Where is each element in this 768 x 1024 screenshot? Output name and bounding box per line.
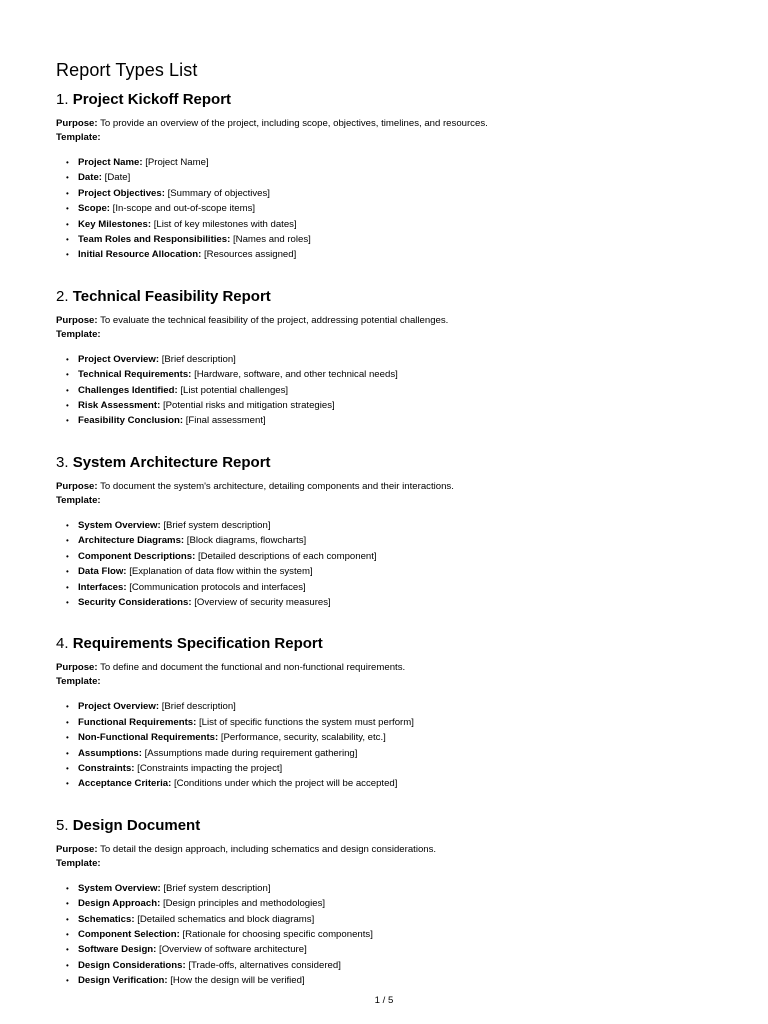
field-label: Component Selection: [78,928,180,940]
bullet-icon: • [66,536,69,546]
bullet-icon: • [66,235,69,245]
bullet-icon: • [66,929,69,939]
section-heading [56,287,716,307]
bullet-icon: • [66,914,69,924]
field-value: [Block diagrams, flowcharts] [186,535,307,547]
field-value: [Detailed schematics and block diagrams] [137,913,315,925]
bullet-icon: • [66,370,69,380]
section-title: Requirements Specification Report [72,635,323,653]
purpose-label: Purpose: [56,314,98,326]
bullet-icon: • [66,597,69,607]
list-item [66,155,716,170]
field-label: Schematics: [78,913,135,925]
field-value: [Rationale for choosing specific components] [182,928,373,940]
bullet-icon: • [66,883,69,893]
list-item [66,881,716,896]
section-title: Design Document [72,816,201,834]
purpose-line [56,480,716,494]
list-item [66,595,716,610]
template-line [56,494,716,508]
field-value: [In-scope and out-of-scope items] [112,203,256,215]
purpose-text: To define and document the functional and non-functional requirements. [100,662,406,674]
purpose-text: To provide an overview of the project, including scope, objectives, timelines, and resources. [100,118,488,129]
list-item [66,518,716,533]
field-value: [Communication protocols and interfaces] [129,581,306,593]
field-label: Data Flow: [78,566,127,578]
field-value: [Constraints impacting the project] [137,762,283,774]
purpose-label: Purpose: [56,118,98,129]
field-value: [List of key milestones with dates] [153,218,297,230]
purpose-label: Purpose: [56,480,98,492]
purpose-label: Purpose: [56,662,98,674]
field-label: Constraints: [78,762,135,774]
bullet-icon: • [66,416,69,426]
list-item [66,217,716,232]
field-label: Interfaces: [78,581,127,593]
purpose-line [56,661,716,675]
field-label: Scope: [78,203,110,215]
report-section [56,287,716,429]
list-item [66,367,716,382]
field-value: [Date] [104,172,131,184]
field-label: Software Design: [78,944,157,956]
bullet-icon: • [66,520,69,530]
section-title: System Architecture Report [72,453,271,471]
sections-container [56,90,716,989]
purpose-text: To evaluate the technical feasibility of the project, addressing potential challenges. [100,314,449,326]
field-label: Component Descriptions: [78,550,196,562]
section-heading [56,90,716,110]
document-title: Report Types List [56,60,198,80]
report-section [56,453,716,610]
list-item [66,533,716,548]
list-item [66,232,716,247]
section-number: 5. [56,816,69,834]
list-item [66,927,716,942]
field-label: Architecture Diagrams: [78,535,185,547]
list-item [66,564,716,579]
list-item [66,383,716,398]
field-value: [Assumptions made during requirement gathering] [144,747,358,759]
bullet-icon: • [66,219,69,229]
purpose-line [56,314,716,328]
field-label: System Overview: [78,519,161,531]
field-label: System Overview: [78,882,161,894]
list-item [66,398,716,413]
report-section [56,816,716,989]
field-value: [Potential risks and mitigation strategies] [162,400,335,412]
field-value: [Hardware, software, and other technical needs] [194,369,398,381]
field-value: [Conditions under which the project will be accepted] [173,778,398,790]
purpose-label: Purpose: [56,843,98,855]
bullet-icon: • [66,354,69,364]
field-label: Challenges Identified: [78,384,178,396]
field-label: Design Approach: [78,898,161,910]
template-label: Template: [56,676,101,688]
bullet-icon: • [66,385,69,395]
bullet-icon: • [66,401,69,411]
purpose-text: To document the system's architecture, detailing components and their interactions. [100,480,454,492]
field-value: [Detailed descriptions of each component] [197,550,377,562]
field-label: Project Name: [78,157,143,168]
field-label: Risk Assessment: [78,400,161,412]
field-label: Design Considerations: [78,959,186,971]
list-item [66,699,716,714]
field-label: Project Overview: [78,701,160,713]
field-value: [Trade-offs, alternatives considered] [188,959,341,971]
template-line [56,857,716,871]
field-value: [Resources assigned] [204,249,297,261]
field-value: [Design principles and methodologies] [162,898,326,910]
list-item [66,247,716,262]
bullet-icon: • [66,173,69,183]
document-page [56,58,716,989]
purpose-text: To detail the design approach, including schematics and design considerations. [100,843,437,855]
bullet-icon: • [66,779,69,789]
list-item [66,715,716,730]
bullet-icon: • [66,733,69,743]
list-item [66,549,716,564]
list-item [66,352,716,367]
list-item [66,896,716,911]
page-number: 1 / 5 [374,995,394,1006]
field-label: Technical Requirements: [78,369,192,381]
field-label: Team Roles and Responsibilities: [78,234,231,246]
list-item [66,170,716,185]
report-section [56,90,716,263]
list-item [66,942,716,957]
bullet-icon: • [66,748,69,758]
field-value: [Brief description] [161,353,236,365]
list-item [66,413,716,428]
template-label: Template: [56,857,101,869]
bullet-icon: • [66,960,69,970]
list-item [66,761,716,776]
field-value: [Final assessment] [185,415,266,427]
field-value: [Overview of software architecture] [159,944,307,956]
list-item [66,776,716,791]
field-label: Acceptance Criteria: [78,778,172,790]
bullet-icon: • [66,702,69,712]
template-label: Template: [56,328,101,340]
section-title: Technical Feasibility Report [72,287,271,305]
field-value: [How the design will be verified] [170,975,305,987]
bullet-icon: • [66,188,69,198]
field-label: Security Considerations: [78,596,192,608]
field-value: [Performance, security, scalability, etc.] [220,732,386,744]
purpose-line [56,117,716,131]
section-heading [56,453,716,473]
field-value: [Summary of objectives] [167,187,270,199]
section-number: 3. [56,453,69,471]
section-title: Project Kickoff Report [72,91,232,108]
template-list [56,699,716,791]
bullet-icon: • [66,250,69,260]
list-item [66,958,716,973]
field-value: [Overview of security measures] [194,596,331,608]
field-label: Assumptions: [78,747,142,759]
section-heading [56,634,716,654]
field-value: [Explanation of data flow within the system] [129,566,313,578]
report-section [56,634,716,791]
template-line [56,328,716,342]
list-item [66,730,716,745]
field-label: Project Objectives: [78,187,165,199]
bullet-icon: • [66,945,69,955]
section-number: 2. [56,287,69,305]
field-value: [List potential challenges] [180,384,289,396]
list-item [66,201,716,216]
field-label: Non-Functional Requirements: [78,732,219,744]
template-line [56,675,716,689]
bullet-icon: • [66,551,69,561]
field-value: [Brief system description] [163,882,271,894]
list-item [66,912,716,927]
template-list [56,518,716,610]
bullet-icon: • [66,158,69,167]
section-number: 4. [56,635,69,653]
field-label: Key Milestones: [78,218,152,230]
bullet-icon: • [66,204,69,214]
template-list [56,155,716,263]
field-value: [Brief description] [161,701,236,713]
template-line [56,131,716,145]
field-value: [Brief system description] [163,519,271,531]
field-value: [List of specific functions the system must perform] [199,716,414,728]
section-heading [56,816,716,836]
bullet-icon: • [66,976,69,986]
template-label: Template: [56,132,101,143]
field-value: [Project Name] [145,157,209,168]
list-item [66,186,716,201]
field-value: [Names and roles] [232,234,311,246]
bullet-icon: • [66,567,69,577]
bullet-icon: • [66,717,69,727]
field-label: Feasibility Conclusion: [78,415,184,427]
template-list [56,352,716,429]
field-label: Date: [78,172,102,184]
section-number: 1. [56,91,69,108]
purpose-line [56,843,716,857]
bullet-icon: • [66,763,69,773]
bullet-icon: • [66,899,69,909]
list-item [66,973,716,988]
field-label: Initial Resource Allocation: [78,249,202,261]
field-label: Project Overview: [78,353,160,365]
list-item [66,746,716,761]
template-label: Template: [56,494,101,506]
template-list [56,881,716,989]
field-label: Design Verification: [78,975,168,987]
list-item [66,580,716,595]
field-label: Functional Requirements: [78,716,197,728]
bullet-icon: • [66,582,69,592]
